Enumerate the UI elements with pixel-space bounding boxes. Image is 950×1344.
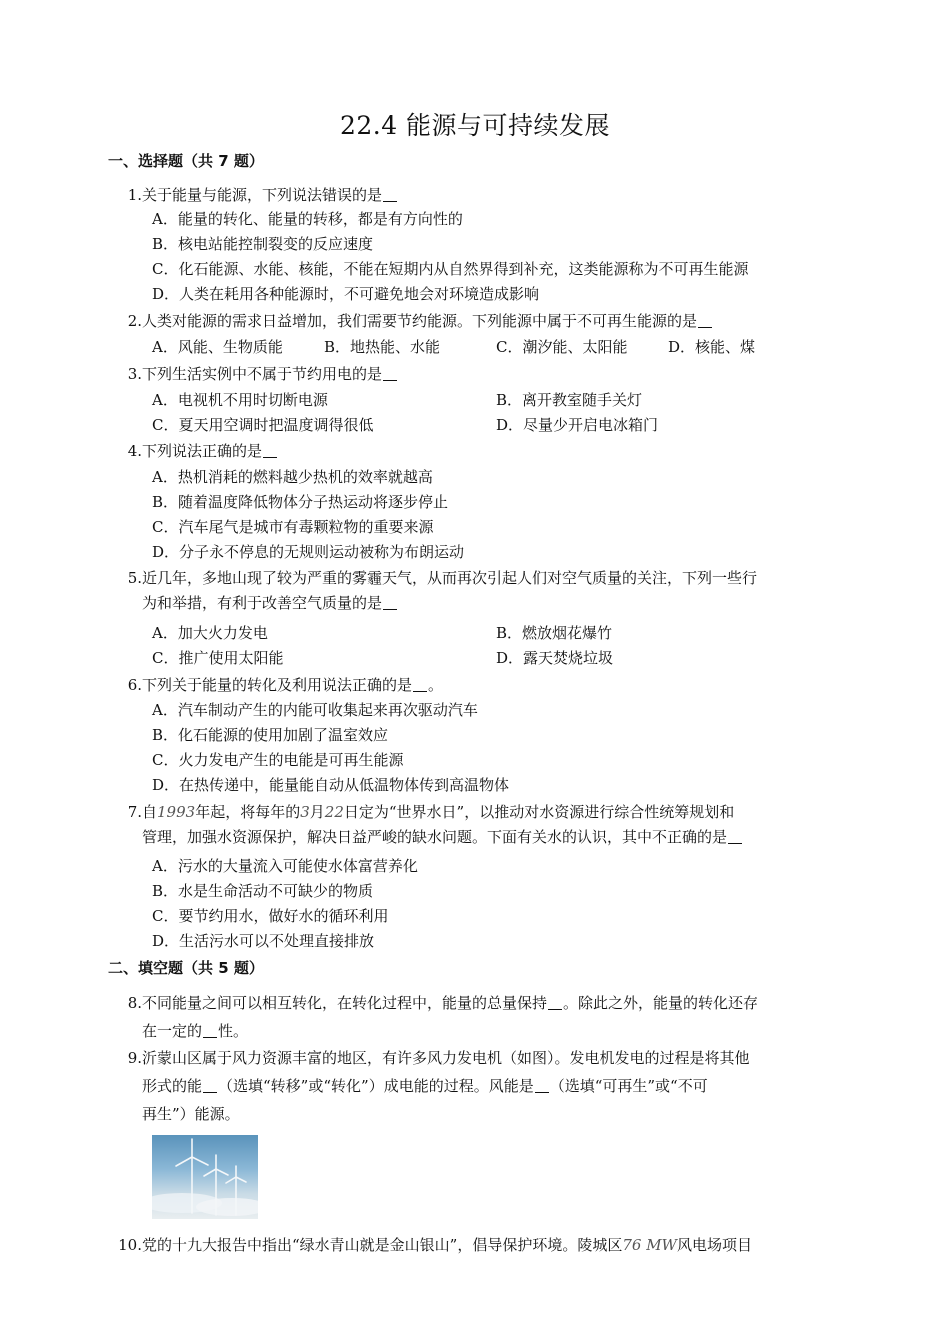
question-text: 下列说法正确的是	[142, 442, 263, 460]
option-a[interactable]: A．热机消耗的燃料越少热机的效率就越高	[152, 468, 433, 486]
option-c[interactable]: C．化石能源、水能、核能，不能在短期内从自然界得到补充，这类能源称为不可再生能源	[152, 260, 749, 278]
question-9	[120, 1044, 845, 1123]
question-text-part: 党的十九大报告中指出“绿水青山就是金山银山”，倡导保护环境。陵城区	[142, 1236, 623, 1254]
question-text-part: 不同能量之间可以相互转化，在转化过程中，能量的总量保持	[142, 994, 548, 1012]
option-d[interactable]: D．分子永不停息的无规则运动被称为布朗运动	[152, 543, 465, 561]
question-number: 9.	[127, 1049, 142, 1067]
section-heading-fill: 二、填空题（共 5 题）	[108, 959, 264, 977]
wind-turbine-image	[152, 1135, 258, 1219]
option-d[interactable]: D．生活污水可以不处理直接排放	[152, 932, 375, 950]
question-text-part: 年起，将每年的	[195, 803, 301, 821]
question-number: 7.	[127, 803, 142, 821]
answer-blank[interactable]	[383, 187, 397, 202]
answer-blank[interactable]	[728, 829, 742, 844]
question-5	[120, 566, 845, 612]
wind-turbine-illustration	[152, 1135, 258, 1219]
question-text-part: 日定为“世界水日”，以推动对水资源进行综合性统筹规划和	[343, 803, 735, 821]
question-text: 下列生活实例中不属于节约用电的是	[142, 365, 383, 383]
question-3	[120, 362, 845, 387]
option-b[interactable]: B．化石能源的使用加剧了温室效应	[152, 726, 389, 744]
question-text-part: （选填“可再生”或“不可	[549, 1077, 708, 1095]
option-b[interactable]: B．燃放烟花爆竹	[496, 624, 613, 642]
question-text: 人类对能源的需求日益增加，我们需要节约能源。下列能源中属于不可再生能源的是	[142, 312, 698, 330]
option-d[interactable]: D．人类在耗用各种能源时，不可避免地会对环境造成影响	[152, 285, 540, 303]
option-d[interactable]: D．露天焚烧垃圾	[496, 649, 614, 667]
question-8	[120, 989, 845, 1040]
question-suffix: 。	[428, 676, 444, 694]
answer-blank[interactable]	[203, 1078, 217, 1093]
answer-blank[interactable]	[535, 1078, 549, 1093]
question-text-part: 在一定的	[142, 1022, 203, 1040]
option-b[interactable]: B．离开教室随手关灯	[496, 391, 643, 409]
answer-blank[interactable]	[698, 313, 712, 328]
page-title: 22.4 能源与可持续发展	[339, 111, 611, 140]
answer-blank[interactable]	[263, 443, 277, 458]
month-value: 3	[300, 803, 310, 821]
question-text-part: 性。	[218, 1022, 249, 1040]
option-b[interactable]: B．水是生命活动不可缺少的物质	[152, 882, 374, 900]
answer-blank[interactable]	[383, 366, 397, 381]
option-b[interactable]: B．随着温度降低物体分子热运动将逐步停止	[152, 493, 449, 511]
question-10	[114, 1233, 845, 1258]
question-number: 4.	[127, 442, 142, 460]
question-text-line-2: 管理，加强水资源保护，解决日益严峻的缺水问题。下面有关水的认识，其中不正确的是	[142, 828, 728, 846]
question-text-line-2: 为和举措，有利于改善空气质量的是	[142, 594, 383, 612]
power-value: 76 MW	[622, 1236, 677, 1254]
option-d[interactable]: D．尽量少开启电冰箱门	[496, 416, 659, 434]
question-number: 10.	[118, 1236, 142, 1254]
option-a[interactable]: A．污水的大量流入可能使水体富营养化	[152, 857, 418, 875]
option-b[interactable]: B．核电站能控制裂变的反应速度	[152, 235, 374, 253]
section-heading-choice: 一、选择题（共 7 题）	[108, 152, 264, 170]
question-text-part: 风电场项目	[676, 1236, 752, 1254]
question-7	[120, 800, 845, 846]
option-a[interactable]: A．能量的转化、能量的转移，都是有方向性的	[152, 210, 463, 228]
question-number: 5.	[127, 569, 142, 587]
option-c[interactable]: C．推广使用太阳能	[152, 649, 284, 667]
question-1	[120, 183, 845, 208]
question-number: 8.	[127, 994, 142, 1012]
question-number: 1.	[127, 186, 142, 204]
question-text-line-3: 再生”）能源。	[142, 1105, 240, 1123]
option-d[interactable]: D．核能、煤	[668, 338, 756, 356]
question-number: 3.	[127, 365, 142, 383]
question-6	[120, 673, 845, 698]
question-2	[120, 309, 845, 334]
option-c[interactable]: C．汽车尾气是城市有毒颗粒物的重要来源	[152, 518, 434, 536]
question-number: 6.	[127, 676, 142, 694]
option-b[interactable]: B．地热能、水能	[324, 338, 441, 356]
day-value: 22	[324, 803, 344, 821]
question-text-part: 。除此之外，能量的转化还存	[563, 994, 759, 1012]
option-a[interactable]: A．电视机不用时切断电源	[152, 391, 328, 409]
year-value: 1993	[157, 803, 196, 821]
option-a[interactable]: A．风能、生物质能	[152, 338, 283, 356]
option-d[interactable]: D．在热传递中，能量能自动从低温物体传到高温物体	[152, 776, 510, 794]
question-text-part: （选填“转移”或“转化”）成电能的过程。风能是	[218, 1077, 534, 1095]
option-a[interactable]: A．加大火力发电	[152, 624, 268, 642]
answer-blank[interactable]	[203, 1023, 217, 1038]
question-text-part: 月	[309, 803, 325, 821]
question-text-line-1: 沂蒙山区属于风力资源丰富的地区，有许多风力发电机（如图）。发电机发电的过程是将其他	[142, 1049, 750, 1067]
answer-blank[interactable]	[383, 595, 397, 610]
option-c[interactable]: C．火力发电产生的电能是可再生能源	[152, 751, 404, 769]
question-text-line-1: 近几年，多地山现了较为严重的雾霾天气，从而再次引起人们对空气质量的关注，下列一些行	[142, 569, 758, 587]
question-text-part: 形式的能	[142, 1077, 203, 1095]
answer-blank[interactable]	[548, 995, 562, 1010]
answer-blank[interactable]	[413, 677, 427, 692]
question-4	[120, 439, 845, 464]
question-text: 下列关于能量的转化及利用说法正确的是	[142, 676, 413, 694]
option-c[interactable]: C．要节约用水，做好水的循环利用	[152, 907, 389, 925]
question-text: 关于能量与能源，下列说法错误的是	[142, 186, 383, 204]
option-c[interactable]: C．潮汐能、太阳能	[496, 338, 628, 356]
question-number: 2.	[127, 312, 142, 330]
question-text-part: 自	[142, 803, 158, 821]
option-c[interactable]: C．夏天用空调时把温度调得很低	[152, 416, 374, 434]
option-a[interactable]: A．汽车制动产生的内能可收集起来再次驱动汽车	[152, 701, 478, 719]
